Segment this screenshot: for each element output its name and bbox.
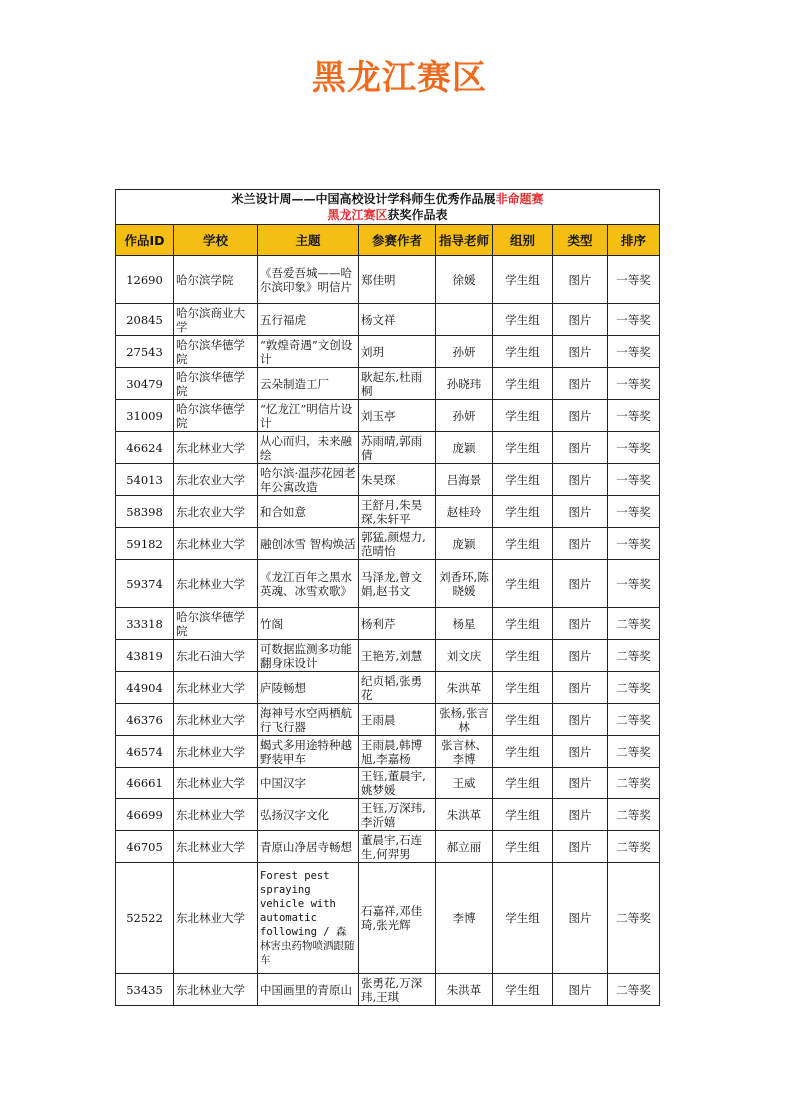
cell-type: 图片 bbox=[553, 799, 608, 831]
cell-type: 图片 bbox=[553, 736, 608, 768]
cell-rank: 二等奖 bbox=[608, 863, 660, 974]
cell-rank: 二等奖 bbox=[608, 736, 660, 768]
cell-school: 东北林业大学 bbox=[174, 704, 258, 736]
table-row bbox=[116, 256, 660, 304]
cell-authors: 刘玉亭 bbox=[359, 400, 436, 432]
cell-id: 44904 bbox=[116, 672, 174, 704]
cell-school: 东北林业大学 bbox=[174, 432, 258, 464]
cell-group: 学生组 bbox=[493, 304, 553, 336]
cell-type: 图片 bbox=[553, 560, 608, 608]
cell-type: 图片 bbox=[553, 831, 608, 863]
awards-table bbox=[115, 189, 660, 1006]
cell-type: 图片 bbox=[553, 304, 608, 336]
table-row bbox=[116, 528, 660, 560]
cell-authors: 耿起东,杜雨桐 bbox=[359, 368, 436, 400]
cell-school: 哈尔滨学院 bbox=[174, 256, 258, 304]
cell-teacher: 赵桂玲 bbox=[436, 496, 493, 528]
cell-rank: 一等奖 bbox=[608, 560, 660, 608]
cell-type: 图片 bbox=[553, 608, 608, 640]
cell-rank: 一等奖 bbox=[608, 336, 660, 368]
cell-theme: 中国画里的青原山 bbox=[258, 974, 359, 1006]
cell-id: 33318 bbox=[116, 608, 174, 640]
cell-rank: 二等奖 bbox=[608, 831, 660, 863]
column-header-group: 组别 bbox=[493, 225, 553, 256]
cell-teacher: 吕海景 bbox=[436, 464, 493, 496]
cell-school: 东北林业大学 bbox=[174, 736, 258, 768]
caption-line2-accent: 黑龙江赛区 bbox=[327, 208, 388, 222]
cell-teacher: 王威 bbox=[436, 768, 493, 799]
table-row bbox=[116, 608, 660, 640]
cell-theme: 中国汉字 bbox=[258, 768, 359, 799]
cell-school: 东北林业大学 bbox=[174, 831, 258, 863]
cell-authors: 马泽龙,曾文娟,赵书文 bbox=[359, 560, 436, 608]
cell-authors: 董晨宇,石连生,何羿男 bbox=[359, 831, 436, 863]
cell-school: 东北林业大学 bbox=[174, 974, 258, 1006]
table-row bbox=[116, 831, 660, 863]
table-caption bbox=[116, 190, 660, 225]
cell-rank: 一等奖 bbox=[608, 400, 660, 432]
cell-teacher bbox=[436, 304, 493, 336]
cell-id: 31009 bbox=[116, 400, 174, 432]
cell-teacher: 朱洪革 bbox=[436, 799, 493, 831]
cell-rank: 二等奖 bbox=[608, 799, 660, 831]
column-header-theme: 主题 bbox=[258, 225, 359, 256]
cell-theme: 五行福虎 bbox=[258, 304, 359, 336]
cell-rank: 二等奖 bbox=[608, 768, 660, 799]
cell-id: 54013 bbox=[116, 464, 174, 496]
cell-authors: 杨利芹 bbox=[359, 608, 436, 640]
cell-group: 学生组 bbox=[493, 831, 553, 863]
cell-theme: 海神号水空两栖航行飞行器 bbox=[258, 704, 359, 736]
cell-authors: 王钰,万深玮,李沂嬉 bbox=[359, 799, 436, 831]
cell-school: 东北林业大学 bbox=[174, 528, 258, 560]
cell-id: 30479 bbox=[116, 368, 174, 400]
cell-teacher: 徐媛 bbox=[436, 256, 493, 304]
cell-id: 58398 bbox=[116, 496, 174, 528]
cell-theme: “忆龙江”明信片设计 bbox=[258, 400, 359, 432]
cell-teacher: 孙妍 bbox=[436, 336, 493, 368]
cell-school: 哈尔滨华德学院 bbox=[174, 336, 258, 368]
table-row bbox=[116, 640, 660, 672]
cell-teacher: 朱洪革 bbox=[436, 974, 493, 1006]
table-caption-row bbox=[116, 190, 660, 225]
cell-theme: 《吾爱吾城——哈尔滨印象》明信片 bbox=[258, 256, 359, 304]
cell-teacher: 郝立丽 bbox=[436, 831, 493, 863]
column-header-teacher: 指导老师 bbox=[436, 225, 493, 256]
cell-school: 东北石油大学 bbox=[174, 640, 258, 672]
cell-type: 图片 bbox=[553, 768, 608, 799]
table-row bbox=[116, 560, 660, 608]
column-header-school: 学校 bbox=[174, 225, 258, 256]
column-header-authors: 参赛作者 bbox=[359, 225, 436, 256]
cell-group: 学生组 bbox=[493, 432, 553, 464]
table-body bbox=[116, 256, 660, 1006]
cell-school: 东北林业大学 bbox=[174, 560, 258, 608]
cell-teacher: 杨星 bbox=[436, 608, 493, 640]
cell-theme: 可数据监测多功能翻身床设计 bbox=[258, 640, 359, 672]
cell-theme: 云朵制造工厂 bbox=[258, 368, 359, 400]
cell-teacher: 刘文庆 bbox=[436, 640, 493, 672]
cell-rank: 一等奖 bbox=[608, 464, 660, 496]
cell-type: 图片 bbox=[553, 528, 608, 560]
cell-rank: 二等奖 bbox=[608, 640, 660, 672]
cell-group: 学生组 bbox=[493, 400, 553, 432]
cell-theme: 庐陵畅想 bbox=[258, 672, 359, 704]
cell-school: 东北林业大学 bbox=[174, 768, 258, 799]
table-row bbox=[116, 304, 660, 336]
cell-type: 图片 bbox=[553, 400, 608, 432]
cell-authors: 杨文祥 bbox=[359, 304, 436, 336]
cell-school: 哈尔滨华德学院 bbox=[174, 608, 258, 640]
cell-authors: 纪贞韬,张勇花 bbox=[359, 672, 436, 704]
cell-teacher: 张言林、李博 bbox=[436, 736, 493, 768]
cell-id: 46624 bbox=[116, 432, 174, 464]
cell-theme: 弘扬汉字文化 bbox=[258, 799, 359, 831]
cell-school: 东北林业大学 bbox=[174, 863, 258, 974]
cell-group: 学生组 bbox=[493, 768, 553, 799]
cell-teacher: 庞颖 bbox=[436, 432, 493, 464]
cell-id: 46661 bbox=[116, 768, 174, 799]
cell-theme: “敦煌奇遇”文创设计 bbox=[258, 336, 359, 368]
cell-type: 图片 bbox=[553, 640, 608, 672]
cell-type: 图片 bbox=[553, 496, 608, 528]
cell-theme: 《龙江百年之黑水英魂、冰雪欢歌》 bbox=[258, 560, 359, 608]
cell-school: 哈尔滨华德学院 bbox=[174, 400, 258, 432]
caption-line1-accent: 非命题赛 bbox=[495, 192, 544, 206]
cell-type: 图片 bbox=[553, 256, 608, 304]
cell-authors: 朱昊琛 bbox=[359, 464, 436, 496]
cell-theme: 蝎式多用途特种越野装甲车 bbox=[258, 736, 359, 768]
cell-id: 12690 bbox=[116, 256, 174, 304]
cell-authors: 王雨晨,韩博旭,李嘉杨 bbox=[359, 736, 436, 768]
cell-school: 东北林业大学 bbox=[174, 799, 258, 831]
cell-authors: 刘玥 bbox=[359, 336, 436, 368]
cell-rank: 二等奖 bbox=[608, 672, 660, 704]
cell-id: 46376 bbox=[116, 704, 174, 736]
cell-type: 图片 bbox=[553, 863, 608, 974]
cell-authors: 郭猛,颜煜力,范晴怡 bbox=[359, 528, 436, 560]
cell-group: 学生组 bbox=[493, 974, 553, 1006]
cell-group: 学生组 bbox=[493, 863, 553, 974]
cell-id: 46705 bbox=[116, 831, 174, 863]
cell-authors: 石嘉祥,邓佳琦,张光辉 bbox=[359, 863, 436, 974]
cell-teacher: 孙妍 bbox=[436, 400, 493, 432]
cell-school: 东北农业大学 bbox=[174, 464, 258, 496]
cell-id: 43819 bbox=[116, 640, 174, 672]
cell-authors: 王雨晨 bbox=[359, 704, 436, 736]
cell-theme: 融创冰雪 智构焕活 bbox=[258, 528, 359, 560]
cell-group: 学生组 bbox=[493, 336, 553, 368]
column-header-type: 类型 bbox=[553, 225, 608, 256]
column-header-rank: 排序 bbox=[608, 225, 660, 256]
page-title: 黑龙江赛区 bbox=[312, 58, 487, 98]
cell-group: 学生组 bbox=[493, 608, 553, 640]
cell-rank: 一等奖 bbox=[608, 256, 660, 304]
cell-theme: 从心而归，未来融绘 bbox=[258, 432, 359, 464]
table-row bbox=[116, 432, 660, 464]
cell-school: 东北林业大学 bbox=[174, 672, 258, 704]
cell-id: 46574 bbox=[116, 736, 174, 768]
cell-id: 27543 bbox=[116, 336, 174, 368]
cell-group: 学生组 bbox=[493, 799, 553, 831]
cell-type: 图片 bbox=[553, 432, 608, 464]
cell-group: 学生组 bbox=[493, 256, 553, 304]
cell-authors: 苏雨晴,郭雨倩 bbox=[359, 432, 436, 464]
cell-authors: 王钰,董晨宇,姚梦媛 bbox=[359, 768, 436, 799]
cell-id: 20845 bbox=[116, 304, 174, 336]
cell-rank: 二等奖 bbox=[608, 704, 660, 736]
table-header-row bbox=[116, 225, 660, 256]
cell-rank: 一等奖 bbox=[608, 304, 660, 336]
cell-group: 学生组 bbox=[493, 368, 553, 400]
cell-rank: 一等奖 bbox=[608, 496, 660, 528]
caption-line1-prefix: 米兰设计周——中国高校设计学科师生优秀作品展 bbox=[231, 192, 496, 206]
cell-rank: 一等奖 bbox=[608, 432, 660, 464]
cell-school: 哈尔滨商业大学 bbox=[174, 304, 258, 336]
cell-id: 59182 bbox=[116, 528, 174, 560]
cell-type: 图片 bbox=[553, 704, 608, 736]
column-header-id: 作品ID bbox=[116, 225, 174, 256]
cell-theme: 和合如意 bbox=[258, 496, 359, 528]
cell-teacher: 刘香环,陈晓媛 bbox=[436, 560, 493, 608]
caption-line2-suffix: 获奖作品表 bbox=[387, 208, 448, 222]
cell-id: 59374 bbox=[116, 560, 174, 608]
table-row bbox=[116, 863, 660, 974]
cell-id: 52522 bbox=[116, 863, 174, 974]
cell-rank: 二等奖 bbox=[608, 608, 660, 640]
cell-authors: 王舒月,朱昊琛,朱轩平 bbox=[359, 496, 436, 528]
cell-teacher: 李博 bbox=[436, 863, 493, 974]
table-row bbox=[116, 496, 660, 528]
table-row bbox=[116, 974, 660, 1006]
cell-type: 图片 bbox=[553, 336, 608, 368]
cell-id: 46699 bbox=[116, 799, 174, 831]
cell-group: 学生组 bbox=[493, 464, 553, 496]
cell-group: 学生组 bbox=[493, 528, 553, 560]
cell-type: 图片 bbox=[553, 464, 608, 496]
table-row bbox=[116, 464, 660, 496]
cell-group: 学生组 bbox=[493, 640, 553, 672]
cell-group: 学生组 bbox=[493, 704, 553, 736]
table-row bbox=[116, 336, 660, 368]
table-row bbox=[116, 672, 660, 704]
cell-school: 哈尔滨华德学院 bbox=[174, 368, 258, 400]
cell-group: 学生组 bbox=[493, 672, 553, 704]
cell-group: 学生组 bbox=[493, 736, 553, 768]
cell-group: 学生组 bbox=[493, 496, 553, 528]
table-row bbox=[116, 368, 660, 400]
cell-authors: 王艳芳,刘慧 bbox=[359, 640, 436, 672]
table-row bbox=[116, 400, 660, 432]
cell-theme: Forest pest spraying vehicle with automatic following / 森林害虫药物喷洒跟随车 bbox=[258, 863, 359, 974]
table-row bbox=[116, 736, 660, 768]
cell-id: 53435 bbox=[116, 974, 174, 1006]
table-row bbox=[116, 704, 660, 736]
table-row bbox=[116, 768, 660, 799]
cell-teacher: 孙晓玮 bbox=[436, 368, 493, 400]
cell-teacher: 张杨,张言林 bbox=[436, 704, 493, 736]
cell-authors: 郑佳明 bbox=[359, 256, 436, 304]
cell-teacher: 朱洪革 bbox=[436, 672, 493, 704]
cell-theme: 青原山净居寺畅想 bbox=[258, 831, 359, 863]
cell-rank: 一等奖 bbox=[608, 368, 660, 400]
cell-theme: 哈尔滨·温莎花园老年公寓改造 bbox=[258, 464, 359, 496]
cell-teacher: 庞颖 bbox=[436, 528, 493, 560]
cell-rank: 一等奖 bbox=[608, 528, 660, 560]
cell-type: 图片 bbox=[553, 368, 608, 400]
cell-group: 学生组 bbox=[493, 560, 553, 608]
table-row bbox=[116, 799, 660, 831]
cell-authors: 张勇花,万深玮,王琪 bbox=[359, 974, 436, 1006]
cell-rank: 二等奖 bbox=[608, 974, 660, 1006]
cell-theme: 竹阁 bbox=[258, 608, 359, 640]
cell-type: 图片 bbox=[553, 974, 608, 1006]
cell-school: 东北农业大学 bbox=[174, 496, 258, 528]
cell-type: 图片 bbox=[553, 672, 608, 704]
